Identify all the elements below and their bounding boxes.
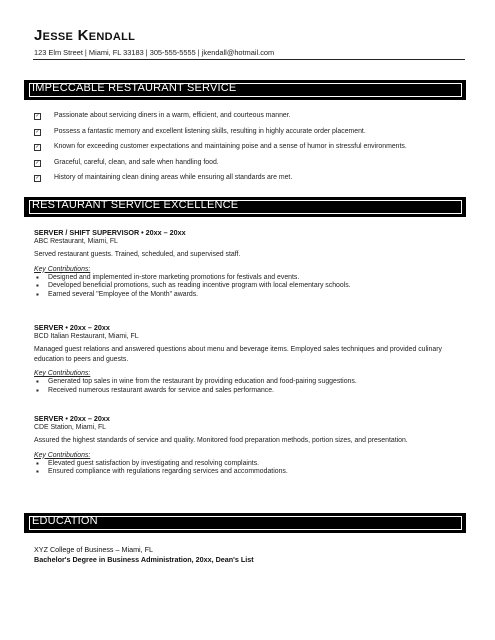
section-title: RESTAURANT SERVICE EXCELLENCE	[32, 199, 239, 211]
bullet-icon: ▪	[36, 377, 39, 387]
resume-page: Jesse Kendall 123 Elm Street | Miami, FL 33183 | 305-555-5555 | jkendall@hotmail.com IMPECCABLE RESTAURANT SERVICE ✓ Passionate about servicing diners in a warm, efficient, and courteous manner. ✓ Possess a fantastic memory and excellent listening skills, resulting in highly accurate order placement. ✓ Known for exceeding customer expectations and maintaining poise and a sense of humor in stressful environments. ✓ Graceful, careful, clean, and safe when handling food. ✓ History of maintaining clean dining areas while ensuring all standards are met. RESTAURANT SERVICE EXCELLENCE SERVER / SHIFT SUPERVISOR • 20xx – 20xx ABC Restaurant, Miami, FL Served restaurant guests. Trained, scheduled, and supervised staff. Key Contributions: ▪ Designed and implemented in-store marketing promotions for festivals and events. ▪ Developed beneficial promotions, such as reading incentive program with local elementary schools. ▪ Earned several "Employee of the Month" awards. SERVER • 20xx – 20xx BCD Italian Restaurant, Miami, FL Managed guest relations and answered questions about menu and beverage items. Employed sales techniques and provided culinary education to peers and guests. Key Contributions: ▪ Generated top sales in wine from the restaurant by providing education and food-pairing suggestions. ▪ Received numerous restaurant awards for service and sales performance. SERVER • 20xx – 20xx CDE Station, Miami, FL Assured the highest standards of service and quality. Monitored food preparation methods, portion sizes, and presentation. Key Contributions: ▪ Elevated guest satisfaction by investigating and resolving complaints. ▪ Ensured compliance with regulations regarding services and accommodations. EDUCATION XYZ College of Business – Miami, FL Bachelor's Degree in Business Administration, 20xx, Dean's List	[0, 0, 495, 640]
education-entry	[34, 545, 254, 564]
checkbox-icon: ✓	[35, 128, 40, 135]
header-divider	[33, 59, 465, 60]
key-contributions-label: Key Contributions:	[34, 451, 91, 459]
section-title: EDUCATION	[32, 515, 98, 527]
list-item: ▪ Designed and implemented in-store marketing promotions for festivals and events.	[36, 272, 300, 282]
job-description: Assured the highest standards of service and quality. Monitored food preparation methods, portion sizes, and presentation.	[34, 437, 408, 444]
job-company: CDE Station, Miami, FL	[34, 424, 106, 431]
list-item: ▪ Generated top sales in wine from the restaurant by providing education and food-pairing suggestions.	[36, 377, 357, 387]
job-title: SERVER • 20xx – 20xx	[34, 414, 110, 423]
job-company: BCD Italian Restaurant, Miami, FL	[34, 333, 139, 340]
list-item: ▪ Developed beneficial promotions, such as reading incentive program with local elementary schools.	[36, 281, 351, 291]
list-item: ▪ Received numerous restaurant awards for service and sales performance.	[36, 385, 274, 395]
job-entry	[34, 414, 464, 477]
degree: Bachelor's Degree in Business Administration, 20xx, Dean's List	[34, 555, 254, 564]
job-description: Managed guest relations and answered questions about menu and beverage items. Employed sales techniques and provided culinary education to peers and guests.	[34, 346, 442, 363]
checkbox-icon: ✓	[35, 113, 40, 119]
job-description: Served restaurant guests. Trained, scheduled, and supervised staff.	[34, 251, 241, 258]
job-title: SERVER / SHIFT SUPERVISOR • 20xx – 20xx	[34, 228, 186, 237]
checkbox-icon: ✓	[35, 159, 40, 166]
bullet-icon: ▪	[36, 290, 39, 300]
section-header-experience	[24, 197, 466, 217]
contact-line: 123 Elm Street | Miami, FL 33183 | 305-555-5555 | jkendall@hotmail.com	[34, 48, 275, 57]
school-name: XYZ College of Business – Miami, FL	[34, 545, 154, 554]
contributions-list	[34, 378, 464, 396]
bullet-icon: ▪	[36, 467, 39, 477]
list-item: ▪ Ensured compliance with regulations regarding services and accommodations.	[36, 467, 288, 477]
key-contributions-label: Key Contributions:	[34, 370, 91, 378]
bullet-icon: ▪	[36, 385, 39, 395]
checkbox-icon: ✓	[35, 175, 40, 181]
job-company: ABC Restaurant, Miami, FL	[34, 238, 118, 245]
candidate-name: Jesse Kendall	[34, 27, 136, 44]
job-entry	[34, 228, 464, 300]
bullet-icon: ▪	[36, 281, 39, 291]
job-title: SERVER • 20xx – 20xx	[34, 323, 110, 332]
job-entry	[34, 323, 464, 396]
checkbox-icon: ✓	[35, 144, 40, 150]
section-header-education	[24, 513, 466, 533]
bullet-icon: ▪	[36, 458, 39, 468]
contributions-list	[34, 274, 464, 300]
section-header-service	[24, 80, 466, 100]
section-title: IMPECCABLE RESTAURANT SERVICE	[32, 82, 237, 94]
list-item: ▪ Elevated guest satisfaction by investigating and resolving complaints.	[36, 458, 260, 468]
key-contributions-label: Key Contributions:	[34, 265, 91, 273]
list-item: ▪ Earned several "Employee of the Month" awards.	[36, 290, 199, 300]
contributions-list	[34, 460, 464, 478]
bullet-icon: ▪	[36, 272, 39, 282]
